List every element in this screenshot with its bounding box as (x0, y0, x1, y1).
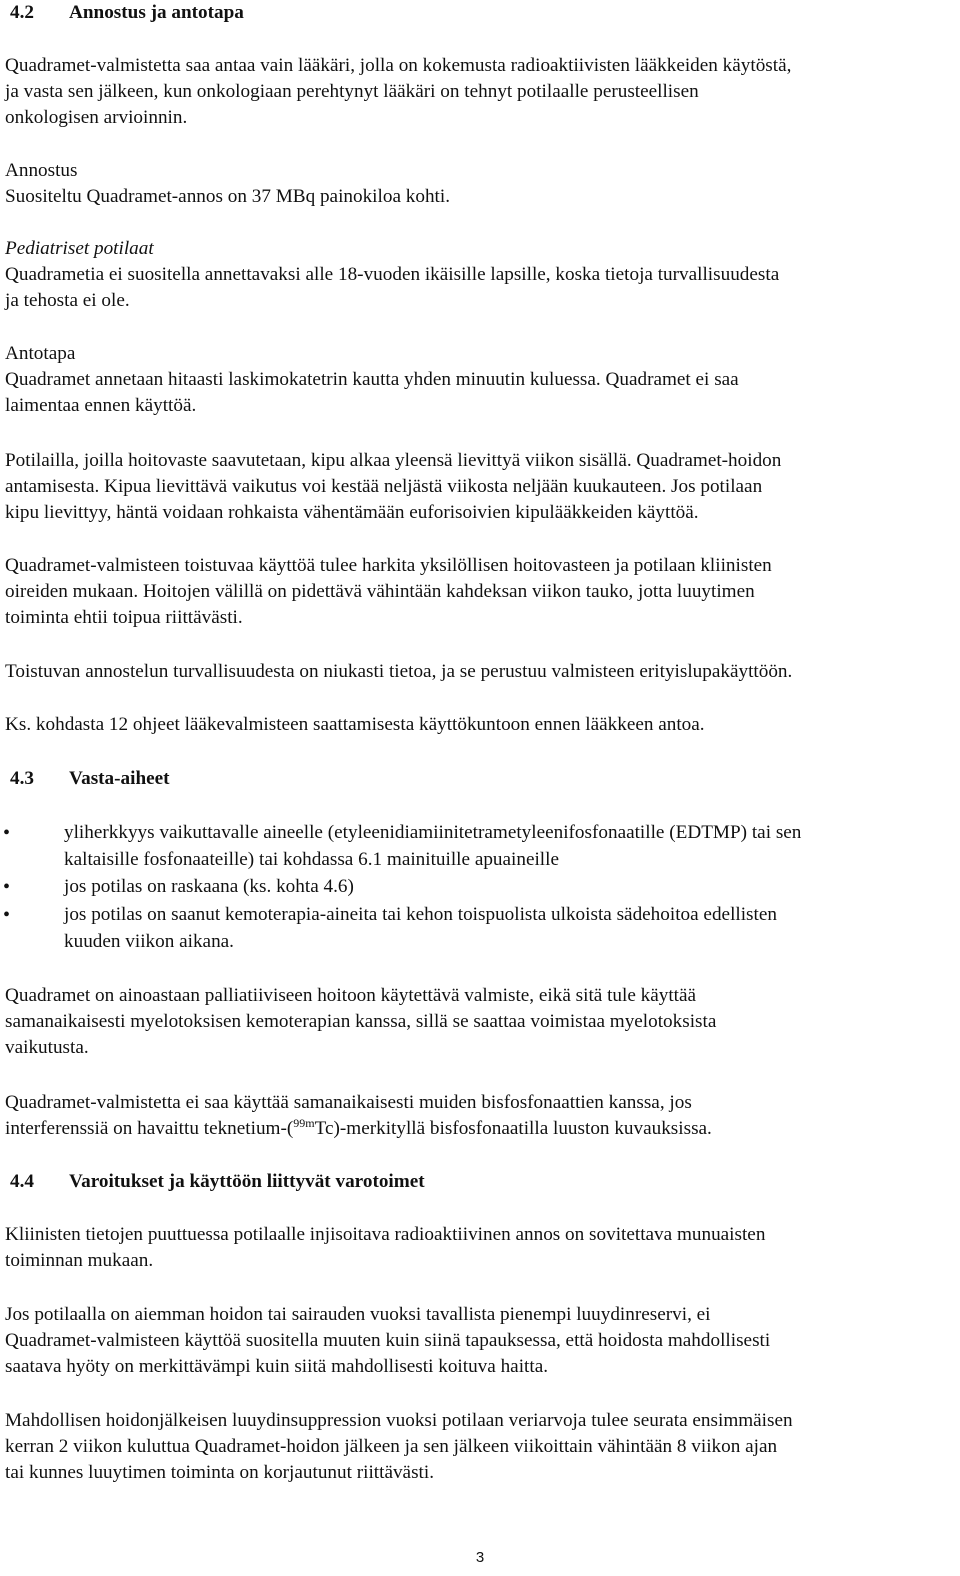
paragraph-line: ja vasta sen jälkeen, kun onkologiaan perehtynyt lääkäri on tehnyt potilaalle perusteellisen (5, 81, 699, 102)
bullet-icon: • (3, 822, 11, 844)
paragraph-line (5, 1118, 712, 1140)
section-title: Varoitukset ja käyttöön liittyvät varotoimet (69, 1171, 425, 1192)
paragraph-line: Toistuvan annostelun turvallisuudesta on niukasti tietoa, ja se perustuu valmisteen erityislupakäyttöön. (5, 661, 793, 682)
bullet-text: kaltaisille fosfonaateille) tai kohdassa 6.1 mainituille apuaineille (64, 849, 559, 870)
text-segment: Tc)-merkityllä bisfosfonaatilla luuston kuvauksissa. (314, 1118, 712, 1139)
paragraph-line: kerran 2 viikon kuluttua Quadramet-hoidon jälkeen ja sen jälkeen viikoittain vähintään 8 viikon ajan (5, 1436, 778, 1457)
section-4-2-heading (5, 2, 244, 24)
text-segment: interferenssiä on havaittu teknetium-( (5, 1118, 294, 1139)
page-number: 3 (475, 1549, 485, 1566)
paragraph-line: Quadramet-valmistetta ei saa käyttää samanaikaisesti muiden bisfosfonaattien kanssa, jos (5, 1092, 692, 1113)
paragraph-line: kipu lievittyy, häntä voidaan rohkaista vähentämään euforisoivien kipulääkkeiden käyttöä. (5, 502, 699, 523)
paragraph-line: Quadrametia ei suositella annettavaksi alle 18-vuoden ikäisille lapsille, koska tietoja turvallisuudesta (5, 264, 780, 285)
bullet-text: yliherkkyys vaikuttavalle aineelle (etyleenidiamiinitetrametyleenifosfonaatille (EDTMP) tai sen (64, 822, 802, 843)
section-number: 4.4 (10, 1171, 34, 1192)
paragraph-line: tai kunnes luuytimen toiminta on korjautunut riittävästi. (5, 1462, 434, 1483)
bullet-text: jos potilas on raskaana (ks. kohta 4.6) (64, 876, 354, 897)
paragraph-line: ja tehosta ei ole. (5, 290, 130, 311)
paragraph-line: samanaikaisesti myelotoksisen kemoterapian kanssa, sillä se saattaa voimistaa myelotoksista (5, 1011, 717, 1032)
bullet-icon: • (3, 904, 11, 926)
paragraph-line: saatava hyöty on merkittävämpi kuin siitä mahdollisesti koituva haitta. (5, 1356, 549, 1377)
bullet-icon: • (3, 876, 11, 898)
paragraph-line: Mahdollisen hoidonjälkeisen luuydinsuppression vuoksi potilaan veriarvoja tulee seurata ensimmäisen (5, 1410, 793, 1431)
paragraph-line: onkologisen arvioinnin. (5, 107, 188, 128)
paragraph-line: Kliinisten tietojen puuttuessa potilaalle injisoitava radioaktiivinen annos on sovitettava munuaisten (5, 1224, 766, 1245)
isotope-superscript: 99m (293, 1116, 315, 1130)
paragraph-line: Quadramet-valmistetta saa antaa vain lääkäri, jolla on kokemusta radioaktiivisten lääkkeiden käytöstä, (5, 55, 792, 76)
paragraph-line: vaikutusta. (5, 1037, 89, 1058)
subheading-dosage: Annostus (5, 160, 78, 181)
paragraph-line: Ks. kohdasta 12 ohjeet lääkevalmisteen saattamisesta käyttökuntoon ennen lääkkeen antoa. (5, 714, 705, 735)
paragraph-line: toiminnan mukaan. (5, 1250, 154, 1271)
paragraph-line: oireiden mukaan. Hoitojen välillä on pidettävä vähintään kahdeksan viikon tauko, jotta luuytimen (5, 581, 755, 602)
paragraph-line: Quadramet-valmisteen toistuvaa käyttöä tulee harkita yksilöllisen hoitovasteen ja potilaan kliinisten (5, 555, 772, 576)
paragraph-line: Potilailla, joilla hoitovaste saavutetaan, kipu alkaa yleensä lievittyä viikon sisällä. Quadramet-hoidon (5, 450, 782, 471)
paragraph-line: Jos potilaalla on aiemman hoidon tai sairauden vuoksi tavallista pienempi luuydinreservi, ei (5, 1304, 711, 1325)
subheading-administration: Antotapa (5, 343, 76, 364)
bullet-text: kuuden viikon aikana. (64, 931, 234, 952)
section-title: Vasta-aiheet (69, 768, 170, 789)
section-4-3-heading (5, 768, 170, 790)
paragraph-line: laimentaa ennen käyttöä. (5, 395, 197, 416)
section-number: 4.2 (10, 2, 34, 23)
paragraph-line: antamisesta. Kipua lievittävä vaikutus voi kestää neljästä viikosta neljään kuukauteen. Jos potilaan (5, 476, 763, 497)
section-4-4-heading (5, 1171, 425, 1193)
paragraph-line: toiminta ehtii toipua riittävästi. (5, 607, 243, 628)
bullet-text: jos potilas on saanut kemoterapia-aineita tai kehon toispuolista ulkoista sädehoitoa edellisten (64, 904, 777, 925)
paragraph-line: Suositeltu Quadramet-annos on 37 MBq painokiloa kohti. (5, 186, 450, 207)
paragraph-line: Quadramet-valmisteen käyttöä suositella muuten kuin siinä tapauksessa, että hoidosta mahdollisesti (5, 1330, 771, 1351)
paragraph-line: Quadramet annetaan hitaasti laskimokatetrin kautta yhden minuutin kuluessa. Quadramet ei saa (5, 369, 739, 390)
section-number: 4.3 (10, 768, 34, 789)
subheading-pediatric: Pediatriset potilaat (5, 238, 154, 259)
section-title: Annostus ja antotapa (69, 2, 244, 23)
paragraph-line: Quadramet on ainoastaan palliatiiviseen hoitoon käytettävä valmiste, eikä sitä tule käyttää (5, 985, 697, 1006)
